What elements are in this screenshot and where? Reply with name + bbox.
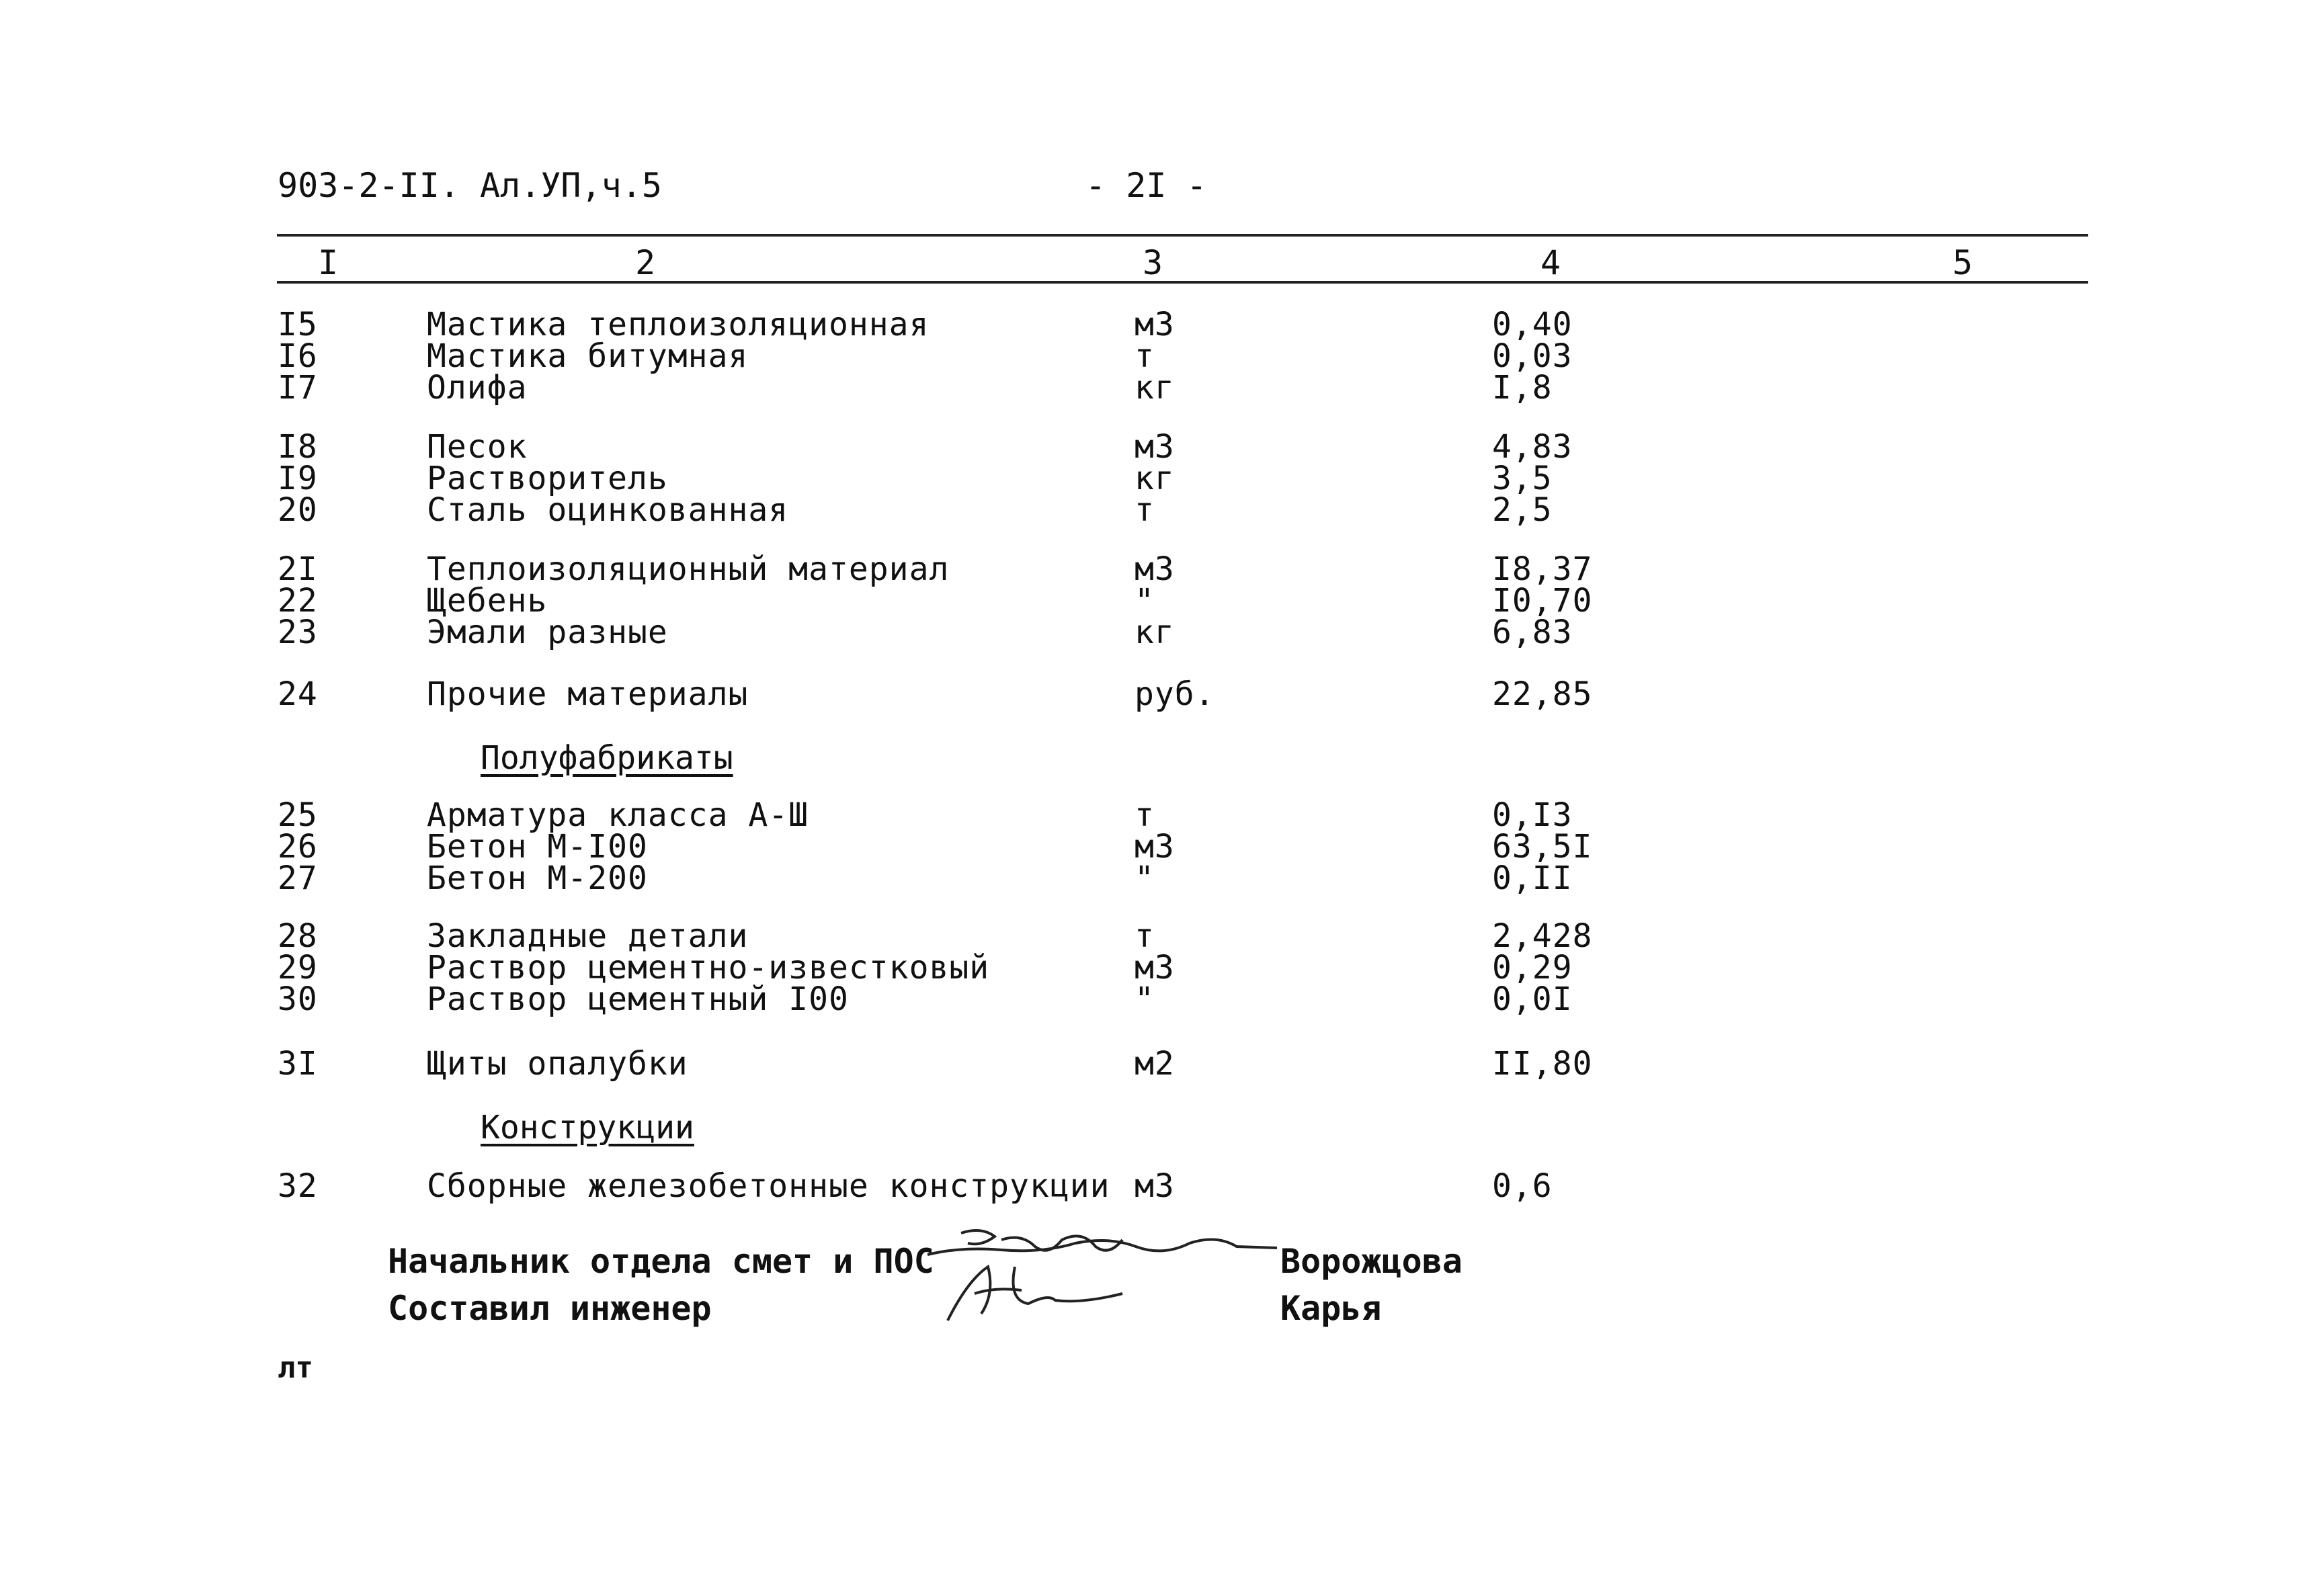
table-top-rule bbox=[277, 234, 2088, 237]
quantity: 0,6 bbox=[1492, 1167, 1553, 1205]
unit: т bbox=[1135, 917, 1155, 955]
material-name: Сборные железобетонные конструкции bbox=[427, 1167, 1110, 1205]
quantity: I8,37 bbox=[1492, 550, 1593, 588]
signer-role-engineer: Составил инженер bbox=[388, 1289, 712, 1328]
material-name: Мастика битумная bbox=[427, 337, 749, 375]
row-number: 30 bbox=[278, 980, 318, 1018]
material-name: Песок bbox=[427, 428, 528, 466]
unit: руб. bbox=[1135, 675, 1215, 713]
quantity: 2,428 bbox=[1492, 917, 1593, 955]
row-number: 32 bbox=[278, 1167, 318, 1205]
unit: " bbox=[1135, 859, 1155, 897]
quantity: I,8 bbox=[1492, 369, 1553, 407]
row-number: 3I bbox=[278, 1045, 318, 1083]
row-number: I7 bbox=[278, 369, 318, 407]
quantity: 0,40 bbox=[1492, 306, 1573, 343]
quantity: II,80 bbox=[1492, 1045, 1593, 1083]
unit: кг bbox=[1135, 614, 1175, 651]
material-name: Закладные детали bbox=[427, 917, 749, 955]
signer-role-head: Начальник отдела смет и ПОС bbox=[388, 1242, 934, 1281]
unit: м2 bbox=[1135, 1045, 1175, 1083]
material-name: Раствор цементный I00 bbox=[427, 980, 849, 1018]
unit: кг bbox=[1135, 460, 1175, 497]
row-number: I8 bbox=[278, 428, 318, 466]
material-name: Щебень bbox=[427, 582, 548, 620]
table-header-rule bbox=[277, 281, 2088, 284]
material-name: Эмали разные bbox=[427, 614, 668, 651]
quantity: 22,85 bbox=[1492, 675, 1593, 713]
column-number: 3 bbox=[1143, 243, 1163, 282]
unit: м3 bbox=[1135, 828, 1175, 866]
document-code: 903-2-II. Ал.УП,ч.5 bbox=[278, 166, 662, 205]
quantity: 0,03 bbox=[1492, 337, 1573, 375]
quantity: 3,5 bbox=[1492, 460, 1553, 497]
material-name: Щиты опалубки bbox=[427, 1045, 688, 1083]
row-number: 27 bbox=[278, 859, 318, 897]
unit: т bbox=[1135, 796, 1155, 834]
quantity: 63,5I bbox=[1492, 828, 1593, 866]
quantity: 6,83 bbox=[1492, 614, 1573, 651]
unit: " bbox=[1135, 582, 1155, 620]
row-number: I9 bbox=[278, 460, 318, 497]
section-heading-structures: Конструкции bbox=[481, 1109, 694, 1146]
row-number: 2I bbox=[278, 550, 318, 588]
column-number: I bbox=[318, 243, 339, 282]
row-number: 24 bbox=[278, 675, 318, 713]
row-number: I5 bbox=[278, 306, 318, 343]
column-number: 4 bbox=[1540, 243, 1561, 282]
material-name: Олифа bbox=[427, 369, 528, 407]
quantity: 0,II bbox=[1492, 859, 1573, 897]
unit: " bbox=[1135, 980, 1155, 1018]
signer-name-engineer: Карья bbox=[1280, 1289, 1382, 1328]
handwritten-signature bbox=[921, 1220, 1284, 1327]
column-number: 5 bbox=[1952, 243, 1973, 282]
quantity: 0,0I bbox=[1492, 980, 1573, 1018]
row-number: 22 bbox=[278, 582, 318, 620]
quantity: I0,70 bbox=[1492, 582, 1593, 620]
material-name: Теплоизоляционный материал bbox=[427, 550, 950, 588]
row-number: 23 bbox=[278, 614, 318, 651]
unit: м3 bbox=[1135, 306, 1175, 343]
row-number: I6 bbox=[278, 337, 318, 375]
row-number: 25 bbox=[278, 796, 318, 834]
footer-mark: лт bbox=[278, 1351, 313, 1385]
row-number: 26 bbox=[278, 828, 318, 866]
material-name: Бетон М-I00 bbox=[427, 828, 648, 866]
unit: м3 bbox=[1135, 1167, 1175, 1205]
material-name: Бетон М-200 bbox=[427, 859, 648, 897]
unit: т bbox=[1135, 337, 1155, 375]
page-number: - 2I - bbox=[1085, 166, 1207, 205]
material-name: Сталь оцинкованная bbox=[427, 491, 789, 529]
unit: т bbox=[1135, 491, 1155, 529]
material-name: Растворитель bbox=[427, 460, 668, 497]
material-name: Прочие материалы bbox=[427, 675, 749, 713]
column-number: 2 bbox=[635, 243, 656, 282]
row-number: 29 bbox=[278, 949, 318, 986]
material-name: Мастика теплоизоляционная bbox=[427, 306, 930, 343]
quantity: 2,5 bbox=[1492, 491, 1553, 529]
unit: м3 bbox=[1135, 949, 1175, 986]
quantity: 0,I3 bbox=[1492, 796, 1573, 834]
material-name: Раствор цементно-известковый bbox=[427, 949, 990, 986]
section-heading-semi-products: Полуфабрикаты bbox=[481, 739, 733, 777]
signer-name-head: Ворожцова bbox=[1280, 1242, 1462, 1281]
row-number: 28 bbox=[278, 917, 318, 955]
quantity: 4,83 bbox=[1492, 428, 1573, 466]
row-number: 20 bbox=[278, 491, 318, 529]
unit: м3 bbox=[1135, 428, 1175, 466]
quantity: 0,29 bbox=[1492, 949, 1573, 986]
unit: м3 bbox=[1135, 550, 1175, 588]
unit: кг bbox=[1135, 369, 1175, 407]
material-name: Арматура класса А-Ш bbox=[427, 796, 809, 834]
